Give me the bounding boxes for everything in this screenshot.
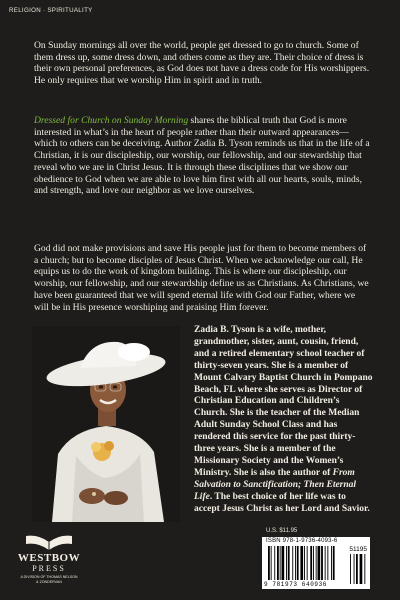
author-photo — [32, 326, 180, 522]
barcode-bar — [295, 546, 296, 580]
supplement-code: 51195 — [349, 546, 367, 553]
barcode-bar — [286, 546, 287, 580]
barcode-bar — [327, 546, 328, 580]
barcode-bar — [288, 546, 290, 580]
supplement-bar — [350, 554, 351, 584]
author-portrait-illustration — [32, 326, 180, 522]
barcode-bar — [274, 546, 275, 580]
publisher-logo — [14, 530, 84, 592]
barcode-bar — [333, 546, 335, 580]
barcode-bar — [331, 546, 332, 580]
barcode-bar — [280, 546, 281, 580]
barcode-bar — [297, 546, 299, 580]
publisher-division — [14, 575, 84, 585]
ean-number: 9 781973 640936 — [264, 581, 328, 588]
bio-text-after: . The best choice of her life was to accept Jesus Christ as her Lord and Savior. — [194, 491, 370, 514]
barcode-bar — [321, 546, 323, 580]
barcode-bar — [282, 546, 285, 580]
barcode-bar — [277, 546, 279, 580]
barcode-bar — [318, 546, 321, 580]
publisher-name: WESTBOW — [17, 552, 81, 564]
description-paragraph-3: God did not make provisions and save His people just for them to become members of a church; but to become disciples of Jesus Christ. When we acknowledge our call, He equips us to do the work of kingdom building. This is where our discipleship, our worship, our fellowship, and our stewardship define us as Christians. As Christians, we have been guaranteed that we will spend eternal life with God our Father, where we will be in His presence worshiping and praising Him forever. — [34, 243, 369, 313]
description-paragraph-2 — [34, 115, 370, 197]
description-paragraph-1: On Sunday mornings all over the world, people get dressed to go to church. Some of them dress up, some dress down, and others come as they are. Their choice of dress is their own personal preferences, as God does not have a dress code for His worshippers. He only requires that we worship Him in spirit and in truth. — [34, 40, 370, 87]
author-bio — [194, 325, 374, 516]
price-label: U.S. $11.95 — [266, 528, 298, 534]
category-label: RELIGION · SPIRITUALITY — [9, 7, 93, 14]
bio-text-before: Zadia B. Tyson is a wife, mother, grandmother, sister, aunt, cousin, friend, and a retired elementary school teacher of thirty-seven years. She is a member of Mount Calvary Baptist Church in Pompano Beach, FL where she serves as Director of Christian Education and Children’s Church. She is the teacher of the Median Adult Sunday School Class and has rendered this service for the past thirty-three years. She is a member of the Missionary Society and the Women’s Ministry. She is also the author of — [194, 325, 373, 478]
barcode-bar — [268, 546, 270, 580]
barcode-bar — [310, 546, 312, 580]
barcode-bar — [316, 546, 317, 580]
barcode — [262, 537, 370, 589]
barcode-bar — [304, 546, 305, 580]
barcode-bar — [325, 546, 326, 580]
publisher-press: PRESS — [32, 564, 66, 573]
bio-book-title: From Salvation to Sanctification; Then Eternal Life — [194, 467, 357, 502]
barcode-bar — [292, 546, 293, 580]
barcode-bar — [307, 546, 308, 580]
isbn-text: ISBN 978-1-9736-4093-6 — [266, 538, 338, 544]
barcode-bar — [313, 546, 314, 580]
supplement-bar — [364, 554, 365, 584]
barcode-bar — [271, 546, 272, 580]
paragraph-2-text: shares the biblical truth that God is more interested in what’s in the heart of people rather than their outward appearances—which to others can be deceiving. Author Zadia B. Tyson reminds us that in the life of a Christian, it is our discipleship, our worship, our fellowship, and our stewardship that reveal who we are in Christ Jesus. It is through these disciplines that we show our obedience to God when we are able to love him first with all our hearts, souls, minds, and strength, and love our neighbor as we love ourselves. — [34, 115, 370, 197]
supplement-bar — [360, 554, 363, 584]
publisher-division-line-2: & ZONDERVAN — [36, 580, 62, 584]
supplement-bar — [356, 554, 358, 584]
book-icon — [14, 530, 84, 554]
supplement-bar — [354, 554, 355, 584]
publisher-division-line-1: A DIVISION OF THOMAS NELSON — [20, 575, 78, 579]
barcode-bar — [300, 546, 303, 580]
book-title: Dressed for Church on Sunday Morning — [34, 115, 189, 126]
